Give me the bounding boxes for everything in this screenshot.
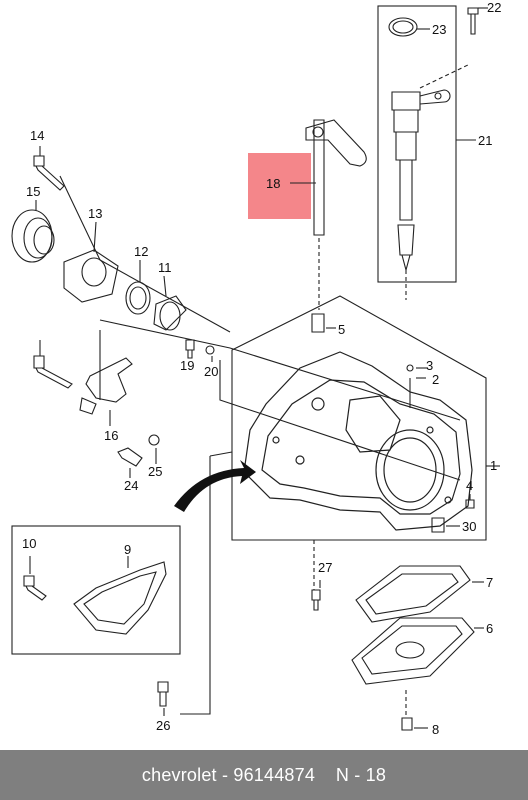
footer-ref: N - 18 <box>335 764 387 785</box>
callout-19: 19 <box>180 358 195 373</box>
plug-3 <box>407 365 413 371</box>
callout-22: 22 <box>487 0 502 15</box>
callout-20: 20 <box>204 364 219 379</box>
callout-3: 3 <box>426 358 434 373</box>
footer-separator: - <box>216 764 234 785</box>
ring-12 <box>126 282 150 314</box>
bolt-22 <box>468 8 478 34</box>
switch-24 <box>118 448 142 466</box>
washer-25 <box>149 435 159 445</box>
footer-bar <box>0 750 528 800</box>
callout-8: 8 <box>432 722 440 737</box>
callout-6: 6 <box>486 621 494 636</box>
callout-9: 9 <box>124 542 132 557</box>
bolt-26 <box>158 682 168 706</box>
callout-5: 5 <box>338 322 346 337</box>
callout-11: 11 <box>158 260 172 275</box>
callout-25: 25 <box>148 464 163 479</box>
footer-brand: chevrolet <box>141 764 217 785</box>
callout-21: 21 <box>478 133 493 148</box>
drain-plug-8 <box>402 718 412 730</box>
callout-27: 27 <box>318 560 333 575</box>
callout-10: 10 <box>22 536 37 551</box>
callout-16: 16 <box>104 428 119 443</box>
shift-rod-18 <box>306 120 366 235</box>
callout-7: 7 <box>486 575 494 590</box>
arrow-indicator <box>174 460 256 512</box>
callout-12: 12 <box>134 244 149 259</box>
callout-14: 14 <box>30 128 45 143</box>
footer-part-number: 96144874 <box>233 764 316 785</box>
plug-20 <box>206 346 214 354</box>
callout-30: 30 <box>462 519 477 534</box>
dowel-5 <box>312 314 324 332</box>
callout-18: 18 <box>266 176 281 191</box>
speedometer-gear <box>392 90 450 270</box>
bolt-27 <box>312 590 320 610</box>
part-21-group-box <box>378 6 456 282</box>
synchro-13 <box>64 250 118 302</box>
callout-13: 13 <box>88 206 103 221</box>
bearing-11 <box>154 296 186 330</box>
cover-9 <box>74 562 166 634</box>
callout-23: 23 <box>432 22 447 37</box>
bearing-15 <box>12 210 54 262</box>
bolt-10 <box>24 576 46 600</box>
footer-spacer <box>315 765 336 786</box>
gasket-7 <box>356 566 470 622</box>
callout-24: 24 <box>124 478 139 493</box>
callout-2: 2 <box>432 372 440 387</box>
oil-pan-6 <box>352 618 474 684</box>
bolt-17 <box>34 356 72 388</box>
plug-19 <box>186 340 194 358</box>
callout-4: 4 <box>466 478 474 493</box>
callout-1: 1 <box>490 458 498 473</box>
fork-16 <box>80 358 132 414</box>
callout-26: 26 <box>156 718 171 733</box>
callout-15: 15 <box>26 184 41 199</box>
